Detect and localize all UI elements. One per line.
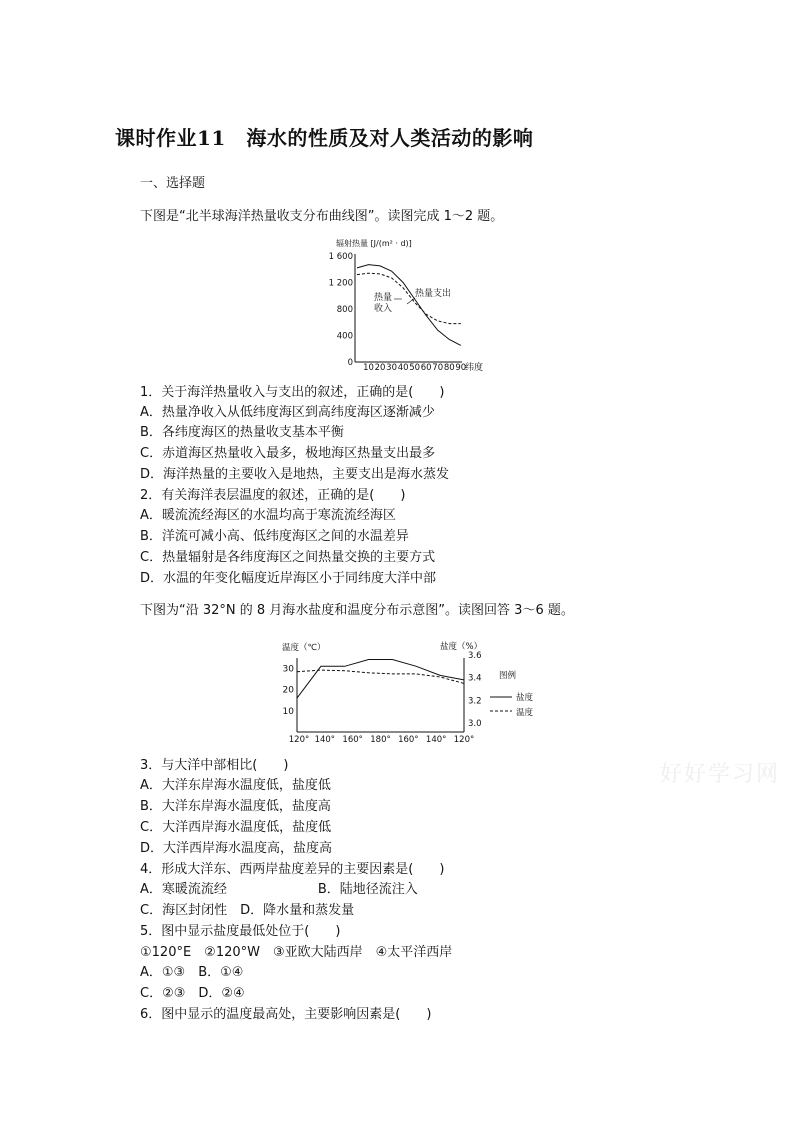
chart2-right-tick: 3.2 [468,696,482,707]
chart1-x-tick: 80 [443,363,455,373]
chart1-x-label: 纬度 [465,363,484,373]
q5-options-ab: A．①③ B．①④ [140,965,244,980]
intro-text-1: 下图是“北半球海洋热量收支分布曲线图”。读图完成 1～2 题。 [140,209,504,224]
label-income-2: 收入 [374,304,393,314]
chart2-x-tick: 120° [453,735,475,745]
chart1-y-label: 辐射热量 [J/(m² · d)] [336,239,412,248]
chart2-x-tick: 160° [398,735,419,745]
chart2-x-tick: 140° [314,735,336,745]
chart1-y-tick: 1 200 [328,278,353,289]
chart1-x-tick: 60 [420,363,432,373]
chart2-x-tick: 180° [370,735,391,745]
q3-option-d: D．大洋西岸海水温度高，盐度高 [140,841,333,856]
chart1-y-tick: 1 600 [328,252,353,262]
chart1-x-tick: 50 [409,363,421,373]
legend-title: 图例 [499,671,517,681]
q1-option-c: C．赤道海区热量收入最多，极地海区热量支出最多 [140,446,436,461]
q5-stem: 5．图中显示盐度最低处位于( ) [140,924,341,939]
intro-text-2: 下图为“沿 32°N 的 8 月海水盐度和温度分布示意图”。读图回答 3～6 题。 [140,603,574,618]
salinity-line [297,660,464,699]
q2-stem: 2．有关海洋表层温度的叙述，正确的是( ) [140,488,406,503]
q2-option-c: C．热量辐射是各纬度海区之间热量交换的主要方式 [140,550,436,565]
chart2-right-tick: 3.4 [468,673,482,684]
legend-salinity: 盐度 [516,693,534,703]
chart2-right-tick: 3.6 [468,651,482,661]
q3-stem: 3．与大洋中部相比( ) [140,758,289,773]
watermark: 好好学习网 [660,762,781,787]
q1-option-d: D．海洋热量的主要收入是地热，主要支出是海水蒸发 [140,467,450,482]
chart2-x-tick: 160° [342,735,363,745]
q4-options-ab: A．寒暖流流经 B．陆地径流注入 [140,882,418,897]
chart2-x-tick: 140° [425,735,447,745]
legend-temperature: 温度 [516,708,534,718]
chart1-x-tick: 90 [455,363,467,373]
chart1-x-tick: 30 [386,363,398,373]
chart2-x-tick: 120° [288,735,310,745]
q4-options-cd: C．海区封闭性 D．降水量和蒸发量 [140,903,355,918]
section-heading: 一、选择题 [140,176,206,191]
label-income-1: 热量 [374,293,393,303]
q2-option-a: A．暖流流经海区的水温均高于寒流流经海区 [140,508,396,523]
chart2-left-tick: 20 [282,685,294,696]
chart1-y-tick: 0 [347,358,353,368]
q1-stem: 1．关于海洋热量收入与支出的叙述，正确的是( ) [140,385,445,400]
q3-option-a: A．大洋东岸海水温度低，盐度低 [140,778,331,793]
chart2-left-tick: 10 [282,706,294,717]
q3-option-b: B．大洋东岸海水温度低，盐度高 [140,799,331,814]
q1-option-a: A．热量净收入从低纬度海区到高纬度海区逐渐减少 [140,405,435,420]
chart1-x-tick: 10 [363,363,374,373]
chart2-right-label: 盐度（%） [440,642,483,652]
label-expense: 热量支出 [415,289,452,299]
chart1-y-tick: 800 [336,305,353,315]
q3-option-c: C．大洋西岸海水温度低，盐度低 [140,820,332,835]
q5-options-cd: C．②③ D．②④ [140,986,245,1001]
heat-balance-chart [326,236,496,380]
chart2-left-tick: 30 [282,664,294,675]
chart1-y-tick: 400 [336,331,353,342]
q1-option-b: B．各纬度海区的热量收支基本平衡 [140,425,344,440]
chart2-left-label: 温度（℃） [282,643,326,653]
q2-option-b: B．洋流可减小高、低纬度海区之间的水温差异 [140,529,409,544]
q6-stem: 6．图中显示的温度最高处，主要影响因素是( ) [140,1007,432,1022]
q2-option-d: D．水温的年变化幅度近岸海区小于同纬度大洋中部 [140,571,437,586]
chart2-right-tick: 3.0 [468,719,482,729]
chart1-x-tick: 70 [432,363,444,373]
heat-income-line [357,265,461,346]
q5-choices: ①120°E ②120°W ③亚欧大陆西岸 ④太平洋西岸 [140,945,453,960]
page-title: 课时作业11 海水的性质及对人类活动的影响 [115,126,534,150]
q4-stem: 4．形成大洋东、西两岸盐度差异的主要因素是( ) [140,862,445,877]
chart1-x-tick: 40 [397,363,409,373]
temperature-line [297,670,464,683]
chart1-x-tick: 20 [374,363,386,373]
salinity-temperature-chart [280,638,550,752]
